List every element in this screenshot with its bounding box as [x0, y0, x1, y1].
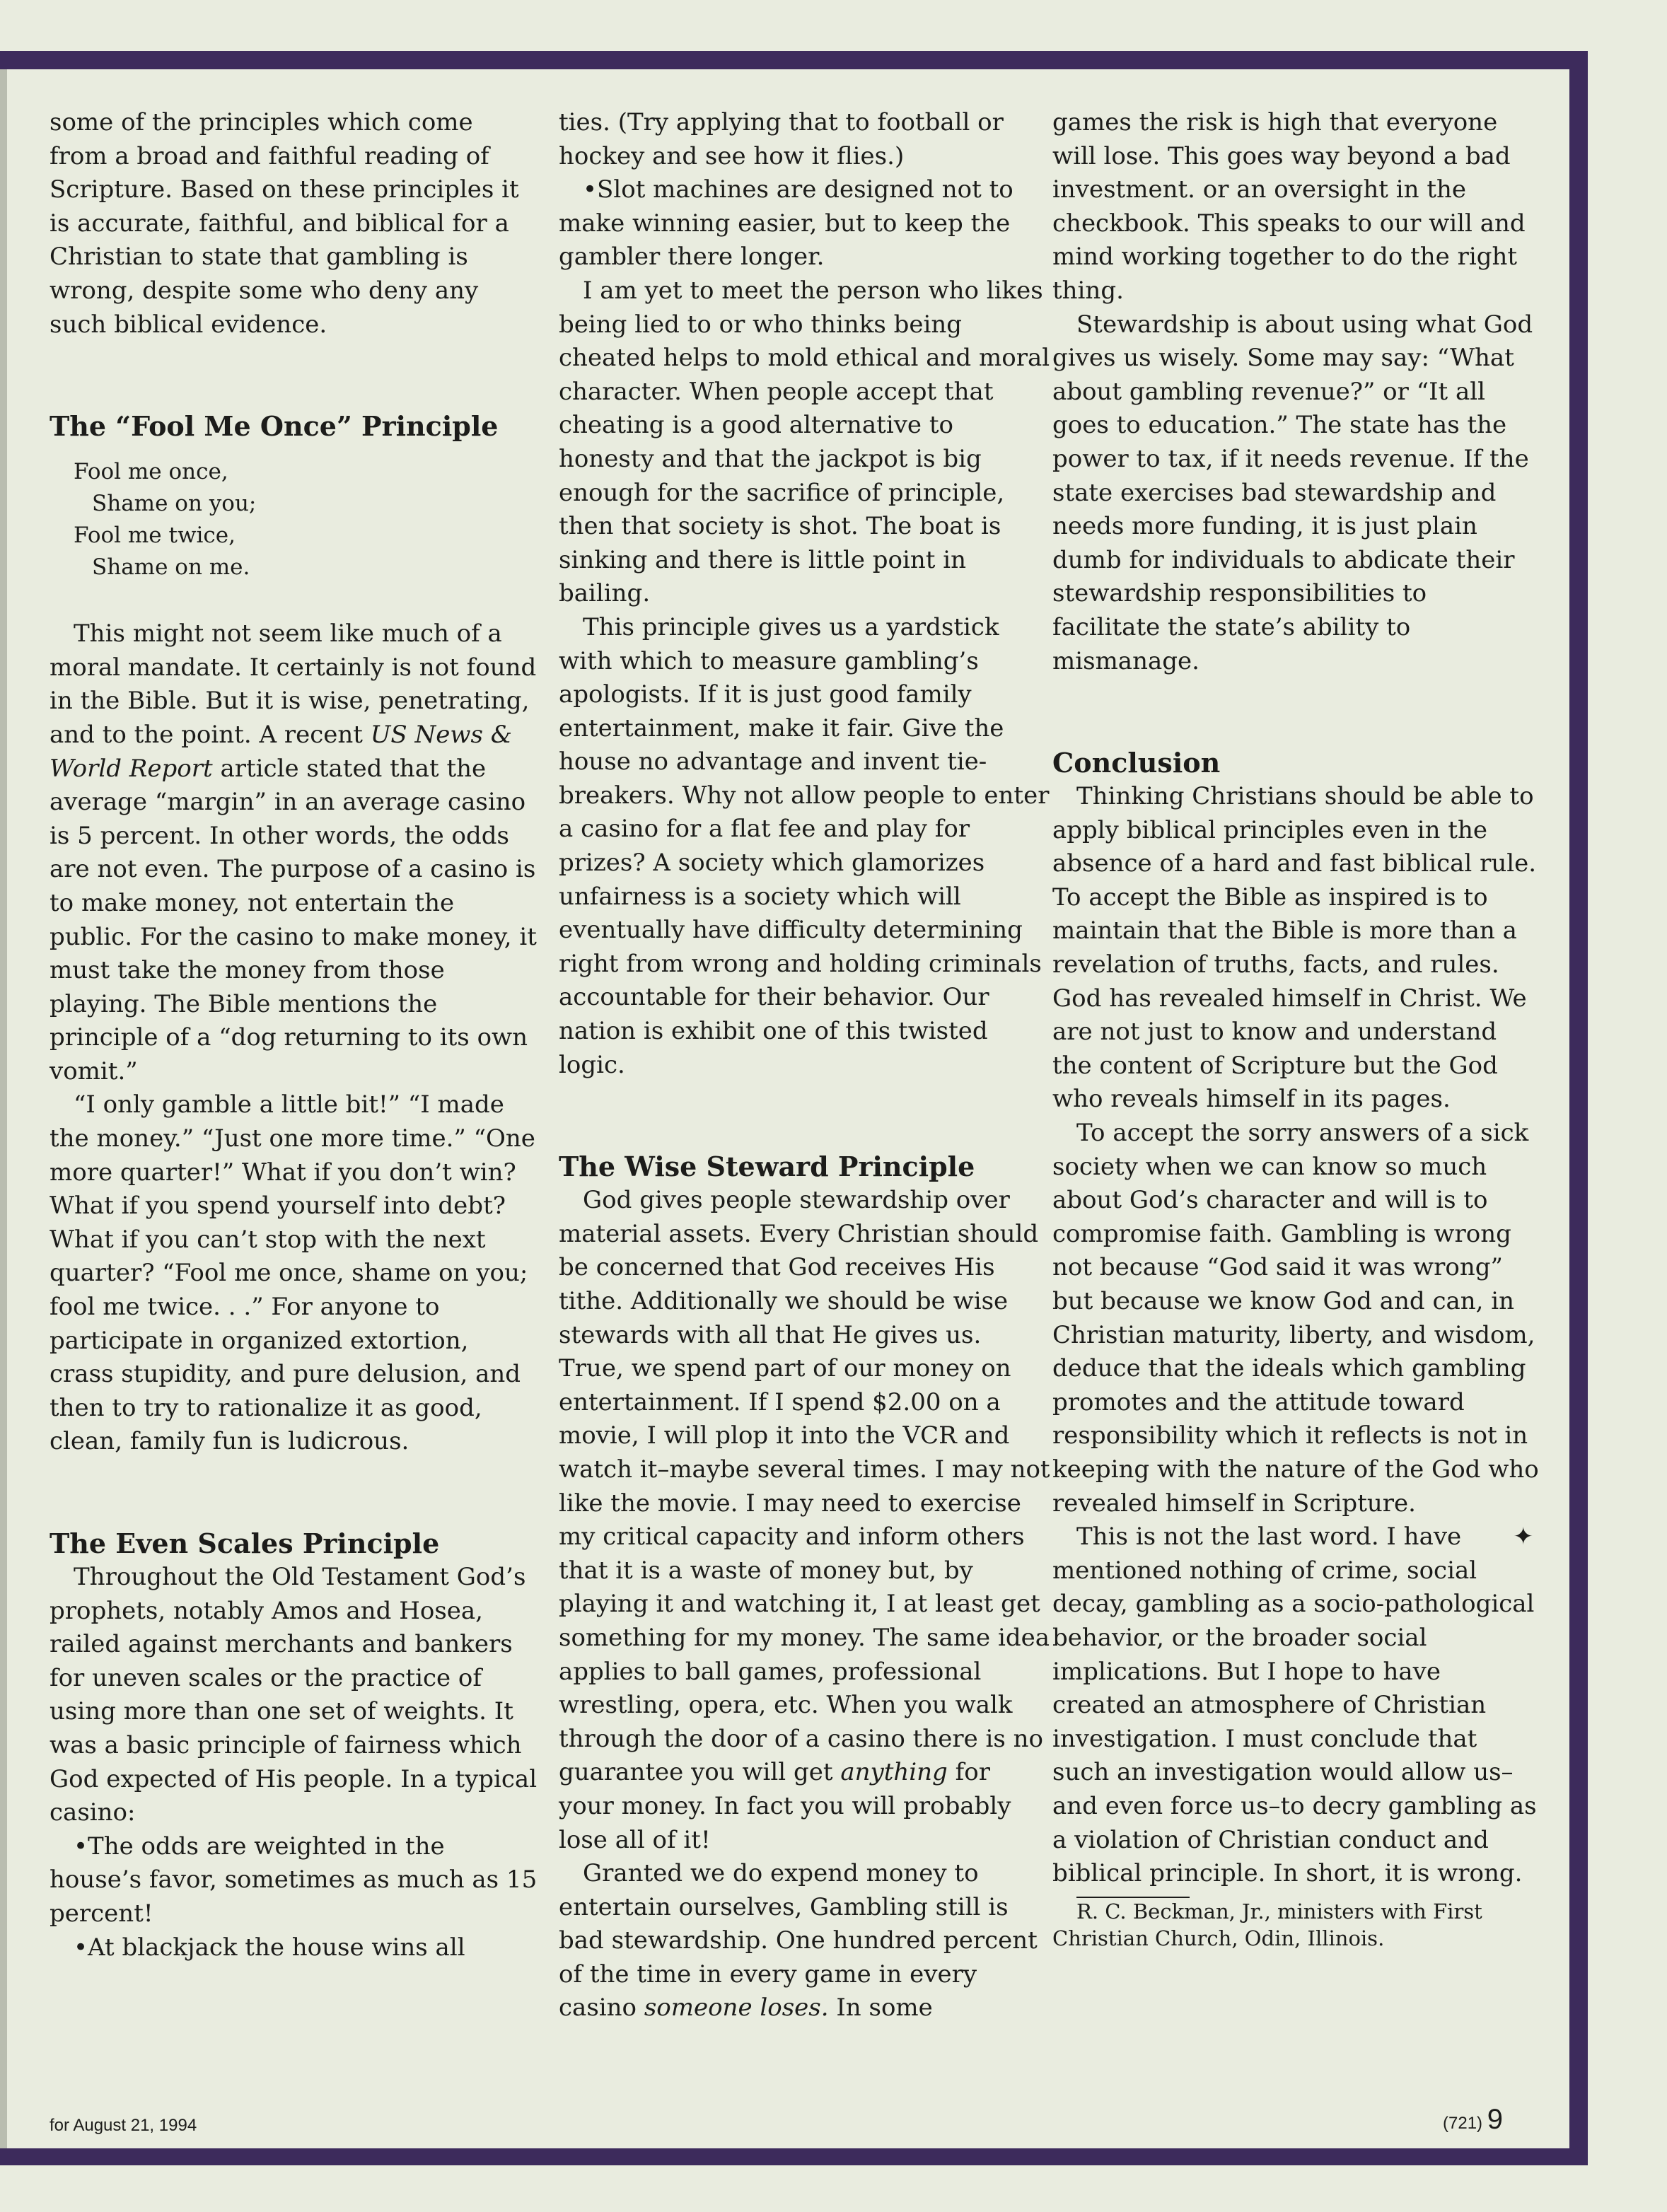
page-frame-bottom	[0, 2148, 1588, 2165]
heading-even-scales: The Even Scales Principle	[50, 1527, 440, 1559]
page-frame-top	[0, 51, 1588, 69]
heading-wise-steward: The Wise Steward Principle	[559, 1151, 975, 1183]
paragraph: This might not seem like much of a moral mandate. It certainly is not found in the Bible. But it is wise, penetrating, and to the point. A recent US News & World Report article stated that the average “margin” in an average casino is 5 percent. In other words, the odds are not even. The purpose of a casino is to make money, not entertain the public. For the casino to make money, it must take the money from those playing. The Bible mentions the principle of a “dog returning to its own vomit.”	[50, 619, 537, 1085]
bullet-item: •The odds are weighted in the house’s favor, sometimes as much as 15 percent!	[50, 1832, 538, 1928]
paragraph: To accept the sorry answers of a sick society when we can know so much about God’s character and will is to compromise faith. Gambling is wrong not because “God said it was wrong” but because we know God and can, in Christian maturity, liberty, and wisdom, deduce that the ideals which gambling promotes and the attitude toward responsibility which it reflects is not in keeping with the nature of the God who revealed himself in Scripture.	[1052, 1119, 1539, 1518]
heading-conclusion: Conclusion	[1052, 747, 1221, 779]
paragraph: Thinking Christians should be able to apply biblical principles even in the absence of a hard and fast biblical rule. To accept the Bible as inspired is to maintain that the Bible is more than a revelation of truths, facts, and rules. God has revealed himself in Christ. We are not just to know and understand the content of Scripture but the God who reveals himself in its pages.	[1052, 782, 1537, 1114]
paragraph: I am yet to meet the person who likes being lied to or who thinks being cheated helps to mold ethical and moral character. When people accept that cheating is a good alternative to honesty and that the jackpot is big enough for the sacrifice of principle, then that society is shot. The boat is sinking and there is little point in bailing.	[559, 276, 1050, 608]
column-3	[1052, 106, 1540, 1952]
heading-fool-me-once: The “Fool Me Once” Principle	[50, 410, 499, 443]
page-folio	[1443, 2104, 1503, 2136]
page-binding-shadow	[0, 69, 7, 2148]
end-mark-icon: ✦	[1513, 1523, 1533, 1552]
article-page	[44, 106, 1543, 2079]
poem-line: Shame on you;	[92, 491, 257, 517]
paragraph: games the risk is high that everyone will lose. This goes way beyond a bad investment. or an oversight in the checkbook. This speaks to our will and mind working together to do the right thing.	[1052, 108, 1526, 305]
issue-date: for August 21, 1994	[50, 2116, 197, 2135]
bullet-item: •At blackjack the house wins all	[74, 1933, 465, 1962]
paragraph: “I only gamble a little bit!” “I made the money.” “Just one more time.” “One more quarter!” What if you don’t win? What if you spend yourself into debt? What if you can’t stop with the next quarter? “Fool me once, shame on you; fool me twice. . .” For anyone to participate in organized extortion, crass stupidity, and pure delusion, and then to try to rationalize it as good, clean, family fun is ludicrous.	[50, 1090, 535, 1456]
publication-title: US News & World Report	[50, 720, 512, 783]
paragraph: Granted we do expend money to entertain ourselves, Gambling still is bad stewardship. One hundred percent of the time in every game in every casino someone loses. In some	[559, 1859, 1038, 2022]
column-2	[559, 106, 1052, 2025]
paragraph: ✦ This is not the last word. I have mentioned nothing of crime, social decay, gambling as a socio-pathological behavior, or the broader social implications. But I hope to have created an atmosphere of Christian investigation. I must conclude that such an investigation would allow us–and even force us–to decry gambling as a violation of Christian conduct and biblical principle. In short, it is wrong.	[1052, 1520, 1540, 1891]
column-1	[50, 106, 538, 1964]
page-number: 9	[1487, 2104, 1503, 2135]
paragraph: some of the principles which come from a broad and faithful reading of Scripture. Based on these principles it is accurate, faithful, and biblical for a Christian to state that gambling is wrong, despite some who deny any such biblical evidence.	[50, 108, 519, 339]
poem-line: Fool me once,	[74, 459, 228, 485]
bullet-item: •Slot machines are designed not to make winning easier, but to keep the gambler there longer.	[559, 175, 1013, 272]
poem-line: Fool me twice,	[74, 523, 236, 549]
page-frame-right	[1569, 51, 1588, 2165]
paragraph: God gives people stewardship over material assets. Every Christian should be concerned that God receives His tithe. Additionally we should be wise stewards with all that He gives us. True, we spend part of our money on entertainment. If I spend $2.00 on a movie, I will plop it into the VCR and watch it–maybe several times. I may not like the movie. I may need to exercise my critical capacity and inform others that it is a waste of money but, by playing it and watching it, I at least get something for my money. The same idea applies to ball games, professional wrestling, opera, etc. When you walk through the door of a casino there is no guarantee you will get anything for your money. In fact you will probably lose all of it!	[559, 1186, 1050, 1854]
paragraph: Stewardship is about using what God gives us wisely. Some may say: “What about gambling revenue?” or “It all goes to education.” The state has the power to tax, if it needs revenue. If the state exercises bad stewardship and needs more funding, it is just plain dumb for individuals to abdicate their stewardship responsibilities to facilitate the state’s ability to mismanage.	[1052, 310, 1533, 675]
paragraph: This principle gives us a yardstick with which to measure gambling’s apologists. If it is just good family entertainment, make it fair. Give the house no advantage and invent tie-breakers. Why not allow people to enter a casino for a flat fee and play for prizes? A society which glamorizes unfairness is a society which will eventually have difficulty determining right from wrong and holding criminals accountable for their behavior. Our nation is exhibit one of this twisted logic.	[559, 612, 1050, 1079]
poem	[50, 456, 538, 583]
page-code: (721)	[1443, 2114, 1483, 2133]
author-byline: R. C. Beckman, Jr., ministers with First Christian Church, Odin, Illinois.	[1052, 1899, 1482, 1950]
paragraph: ties. (Try applying that to football or hockey and see how it flies.)	[559, 108, 1004, 170]
paragraph: Throughout the Old Testament God’s prophets, notably Amos and Hosea, railed against merchants and bankers for uneven scales or the practice of using more than one set of weights. It was a basic principle of fairness which God expected of His people. In a typical casino:	[50, 1563, 538, 1827]
poem-line: Shame on me.	[92, 554, 250, 581]
